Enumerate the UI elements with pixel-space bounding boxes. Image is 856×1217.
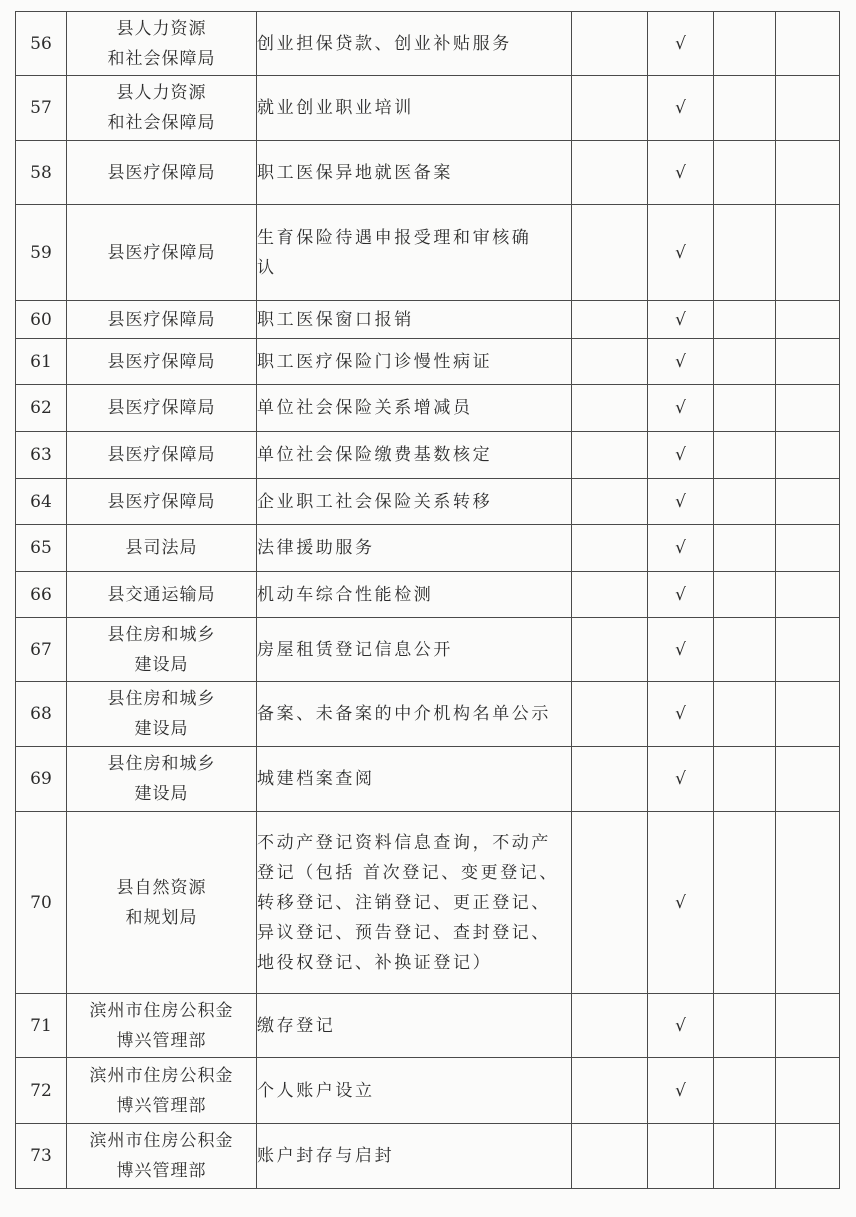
- service-item-cell: [257, 682, 572, 747]
- service-item-line: 职工医保窗口报销: [257, 309, 414, 330]
- empty-cell: [776, 385, 840, 432]
- service-item-cell: [257, 994, 572, 1058]
- row-number: 71: [16, 994, 67, 1058]
- row-number: 63: [16, 432, 67, 479]
- empty-cell: [776, 301, 840, 339]
- department-line: 建设局: [134, 654, 189, 675]
- table-row: [16, 618, 840, 682]
- department-line: 县人力资源: [116, 18, 207, 39]
- department-line: 博兴管理部: [116, 1161, 207, 1181]
- check-mark-cell: √: [648, 76, 714, 141]
- service-item-cell: [257, 385, 572, 432]
- check-mark-cell: √: [648, 12, 714, 76]
- empty-cell: [572, 572, 648, 618]
- row-number: 56: [16, 12, 67, 76]
- service-item-line: 生育保险待遇申报受理和审核确: [257, 227, 532, 248]
- service-item-line: 城建档案查阅: [257, 769, 375, 789]
- empty-cell: [776, 747, 840, 812]
- empty-cell: [776, 339, 840, 385]
- empty-cell: [714, 141, 776, 205]
- department-line: 和规划局: [125, 907, 198, 928]
- empty-cell: [776, 994, 840, 1058]
- department-line: 县医疗保障局: [107, 309, 216, 330]
- department-cell: [67, 525, 257, 572]
- service-item-line: 转移登记、注销登记、更正登记、: [257, 892, 551, 913]
- check-mark-cell: √: [648, 432, 714, 479]
- empty-cell: [776, 432, 840, 479]
- department-line: 县自然资源: [116, 877, 207, 898]
- department-cell: [67, 994, 257, 1058]
- table-body: [16, 12, 840, 1189]
- empty-cell: [714, 572, 776, 618]
- table-row: [16, 1124, 840, 1189]
- service-item-line: 不动产登记资料信息查询，不动产: [257, 832, 551, 853]
- service-item-cell: [257, 141, 572, 205]
- check-mark-cell: √: [648, 479, 714, 525]
- department-line: 县司法局: [125, 538, 198, 558]
- department-line: 县医疗保障局: [107, 242, 216, 263]
- service-item-line: 职工医疗保险门诊慢性病证: [257, 351, 493, 372]
- service-item-cell: [257, 432, 572, 479]
- empty-cell: [714, 994, 776, 1058]
- service-item-line: 单位社会保险关系增减员: [257, 398, 473, 418]
- department-line: 和社会保障局: [107, 48, 216, 69]
- service-item-line: 异议登记、预告登记、查封登记、: [257, 922, 551, 943]
- empty-cell: [776, 76, 840, 141]
- department-line: 滨州市住房公积金: [89, 1000, 234, 1021]
- check-mark-cell: √: [648, 682, 714, 747]
- service-item-line: 登记（包括 首次登记、变更登记、: [257, 862, 560, 883]
- service-item-line: 缴存登记: [257, 1015, 336, 1036]
- empty-cell: [776, 618, 840, 682]
- department-cell: [67, 385, 257, 432]
- table-row: [16, 994, 840, 1058]
- service-item-cell: [257, 76, 572, 141]
- row-number: 64: [16, 479, 67, 525]
- empty-cell: [572, 812, 648, 994]
- empty-cell: [776, 572, 840, 618]
- department-cell: [67, 141, 257, 205]
- empty-cell: [572, 205, 648, 301]
- department-cell: [67, 1124, 257, 1189]
- empty-cell: [776, 1058, 840, 1124]
- empty-cell: [714, 76, 776, 141]
- check-mark-cell: √: [648, 385, 714, 432]
- empty-cell: [714, 479, 776, 525]
- check-mark-cell: √: [648, 1058, 714, 1124]
- service-item-cell: [257, 747, 572, 812]
- department-line: 建设局: [134, 719, 189, 739]
- department-line: 县医疗保障局: [107, 491, 216, 512]
- check-mark-cell: √: [648, 301, 714, 339]
- table-row: [16, 205, 840, 301]
- empty-cell: [714, 301, 776, 339]
- row-number: 68: [16, 682, 67, 747]
- service-item-cell: [257, 301, 572, 339]
- empty-cell: [572, 12, 648, 76]
- empty-cell: [714, 1124, 776, 1189]
- empty-cell: [776, 525, 840, 572]
- row-number: 72: [16, 1058, 67, 1124]
- department-line: 滨州市住房公积金: [89, 1065, 234, 1086]
- department-line: 县医疗保障局: [107, 445, 216, 465]
- empty-cell: [572, 682, 648, 747]
- service-item-line: 房屋租赁登记信息公开: [257, 639, 453, 660]
- table-row: [16, 682, 840, 747]
- department-line: 县医疗保障局: [107, 162, 216, 183]
- service-item-cell: [257, 1124, 572, 1189]
- empty-cell: [776, 1124, 840, 1189]
- empty-cell: [714, 525, 776, 572]
- row-number: 60: [16, 301, 67, 339]
- row-number: 66: [16, 572, 67, 618]
- empty-cell: [714, 1058, 776, 1124]
- empty-cell: [572, 1124, 648, 1189]
- empty-cell: [572, 339, 648, 385]
- empty-cell: [572, 994, 648, 1058]
- department-line: 县住房和城乡: [107, 624, 216, 645]
- empty-cell: [714, 432, 776, 479]
- department-line: 和社会保障局: [107, 113, 216, 133]
- service-item-cell: [257, 205, 572, 301]
- service-item-cell: [257, 1058, 572, 1124]
- department-line: 博兴管理部: [116, 1095, 207, 1116]
- department-line: 县医疗保障局: [107, 351, 216, 372]
- service-item-line: 认: [257, 257, 277, 278]
- empty-cell: [714, 812, 776, 994]
- table-row: [16, 76, 840, 141]
- service-item-cell: [257, 812, 572, 994]
- empty-cell: [776, 12, 840, 76]
- service-item-line: 单位社会保险缴费基数核定: [257, 445, 493, 465]
- department-cell: [67, 12, 257, 76]
- department-line: 县住房和城乡: [107, 754, 216, 774]
- service-item-cell: [257, 572, 572, 618]
- row-number: 65: [16, 525, 67, 572]
- table-row: [16, 141, 840, 205]
- table-row: [16, 385, 840, 432]
- table-row: [16, 747, 840, 812]
- service-item-cell: [257, 479, 572, 525]
- check-mark-cell: √: [648, 572, 714, 618]
- empty-cell: [776, 682, 840, 747]
- department-cell: [67, 432, 257, 479]
- empty-cell: [714, 618, 776, 682]
- department-cell: [67, 812, 257, 994]
- department-cell: [67, 682, 257, 747]
- table-row: [16, 572, 840, 618]
- service-item-line: 个人账户设立: [257, 1080, 375, 1101]
- empty-cell: [776, 479, 840, 525]
- check-mark-cell: [648, 1124, 714, 1189]
- empty-cell: [714, 385, 776, 432]
- service-item-line: 职工医保异地就医备案: [257, 162, 453, 183]
- service-item-cell: [257, 525, 572, 572]
- service-item-line: 机动车综合性能检测: [257, 584, 434, 605]
- check-mark-cell: √: [648, 747, 714, 812]
- empty-cell: [776, 205, 840, 301]
- empty-cell: [572, 747, 648, 812]
- service-item-line: 法律援助服务: [257, 538, 375, 558]
- row-number: 69: [16, 747, 67, 812]
- check-mark-cell: √: [648, 994, 714, 1058]
- service-item-line: 企业职工社会保险关系转移: [257, 491, 493, 512]
- table-row: [16, 432, 840, 479]
- empty-cell: [572, 301, 648, 339]
- empty-cell: [572, 76, 648, 141]
- table-row: [16, 479, 840, 525]
- service-item-line: 地役权登记、补换证登记）: [257, 952, 493, 973]
- department-line: 县人力资源: [116, 83, 207, 103]
- empty-cell: [714, 747, 776, 812]
- department-cell: [67, 618, 257, 682]
- row-number: 62: [16, 385, 67, 432]
- check-mark-cell: √: [648, 618, 714, 682]
- empty-cell: [572, 479, 648, 525]
- check-mark-cell: √: [648, 339, 714, 385]
- department-cell: [67, 339, 257, 385]
- row-number: 67: [16, 618, 67, 682]
- empty-cell: [572, 141, 648, 205]
- empty-cell: [714, 339, 776, 385]
- check-mark-cell: √: [648, 812, 714, 994]
- service-item-line: 账户封存与启封: [257, 1146, 395, 1166]
- department-cell: [67, 1058, 257, 1124]
- table-row: [16, 812, 840, 994]
- row-number: 61: [16, 339, 67, 385]
- check-mark-cell: √: [648, 525, 714, 572]
- table-row: [16, 12, 840, 76]
- row-number: 73: [16, 1124, 67, 1189]
- department-line: 博兴管理部: [116, 1030, 207, 1051]
- service-item-cell: [257, 618, 572, 682]
- table-row: [16, 301, 840, 339]
- department-line: 滨州市住房公积金: [89, 1131, 234, 1151]
- service-item-line: 创业担保贷款、创业补贴服务: [257, 33, 512, 54]
- table-row: [16, 339, 840, 385]
- service-item-cell: [257, 339, 572, 385]
- service-item-line: 备案、未备案的中介机构名单公示: [257, 704, 551, 724]
- row-number: 58: [16, 141, 67, 205]
- table-row: [16, 525, 840, 572]
- empty-cell: [572, 1058, 648, 1124]
- department-line: 县医疗保障局: [107, 398, 216, 418]
- department-cell: [67, 301, 257, 339]
- row-number: 59: [16, 205, 67, 301]
- service-item-line: 就业创业职业培训: [257, 98, 414, 118]
- row-number: 57: [16, 76, 67, 141]
- empty-cell: [776, 141, 840, 205]
- empty-cell: [572, 385, 648, 432]
- table-row: [16, 1058, 840, 1124]
- empty-cell: [572, 618, 648, 682]
- row-number: 70: [16, 812, 67, 994]
- empty-cell: [572, 525, 648, 572]
- department-cell: [67, 747, 257, 812]
- service-item-cell: [257, 12, 572, 76]
- check-mark-cell: √: [648, 205, 714, 301]
- department-cell: [67, 76, 257, 141]
- empty-cell: [572, 432, 648, 479]
- department-cell: [67, 205, 257, 301]
- empty-cell: [714, 205, 776, 301]
- department-line: 县交通运输局: [107, 584, 216, 605]
- department-cell: [67, 572, 257, 618]
- empty-cell: [714, 682, 776, 747]
- check-mark-cell: √: [648, 141, 714, 205]
- services-table: [15, 11, 840, 1189]
- empty-cell: [714, 12, 776, 76]
- empty-cell: [776, 812, 840, 994]
- department-line: 建设局: [134, 784, 189, 804]
- department-line: 县住房和城乡: [107, 689, 216, 709]
- department-cell: [67, 479, 257, 525]
